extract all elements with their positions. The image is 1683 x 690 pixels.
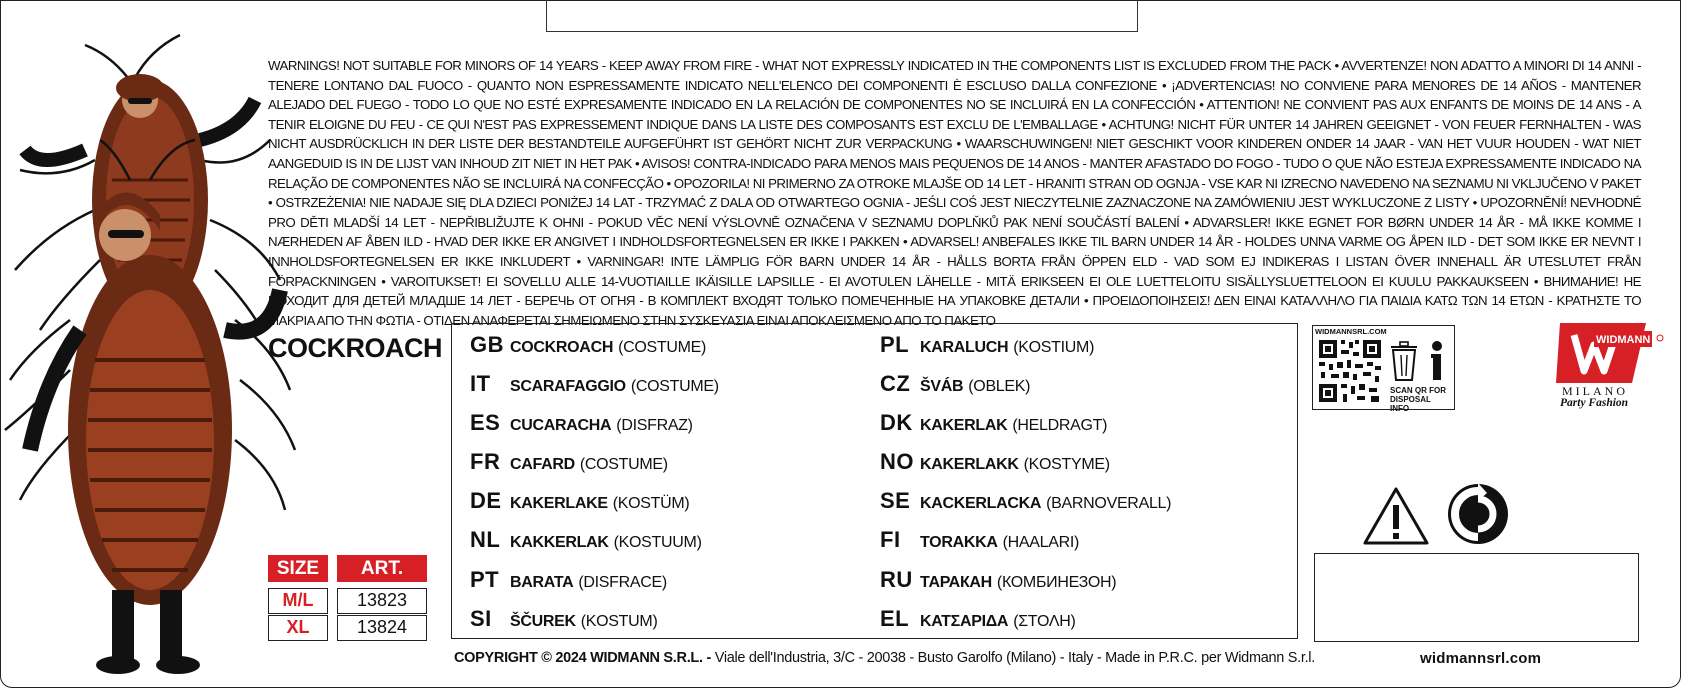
product-title: COCKROACH (268, 333, 442, 363)
costume-kind: (OBLEK) (968, 378, 1031, 395)
language-code: ES (470, 410, 501, 435)
language-code: FI (880, 527, 901, 552)
costume-kind: (KOSTUM) (580, 613, 658, 630)
costume-kind: (BARNOVERALL) (1046, 495, 1172, 512)
costume-name: CAFARD (510, 456, 575, 473)
language-code: DK (880, 410, 913, 435)
copyright-bold: COPYRIGHT © 2024 WIDMANN S.R.L. - (454, 650, 711, 666)
warnings-text: WARNINGS! NOT SUITABLE FOR MINORS OF 14 YEARS - KEEP AWAY FROM FIRE - WHAT NOT EXPRESSLY INDICATED IN THE COMPONENTS LIST IS EXCLUDED FROM THE PACK • AVVERTENZE! NON ADATTO A MINORI DI 14 ANNI - TENERE LONTANO DAL FUOCO - QUANTO NON ESPRESSAMENTE INDICATO NELL'ELENCO DEI COMPONENTI È ESCLUSO DALLA CONFEZIONE • ¡ADVERTENCIAS! NO CONVIENE PARA MENORES DE 14 AÑOS - MANTENER ALEJADO DEL FUEGO - TODO LO QUE NO ESTÉ EXPRESAMENTE INDICADO EN LA RELACIÓN DE COMPONENTES NO SE INCLUIRÁ EN LA CONFECCIÓN • ATTENTION! NE CONVIENT PAS AUX ENFANTS DE MOINS DE 14 ANS - A TENIR ELOIGNE DU FEU - CE QUI N'EST PAS EXPRESSEMENT INDIQUE DANS LA LISTE DES COMPOSANTS EST EXCLU DE L'EMBALLAGE • ACHTUNG! NICHT FÜR UNTER 14 JAHREN GEEIGNET - VON FEUER FERNHALTEN - WAS NICHT AUSDRÜCKLICH IN DER LISTE DER BESTANDTEILE AUFGEFÜHRT IST GEHÖRT NICHT ZUR VERPACKUNG • WAARSCHUWINGEN! NIET GESCHIKT VOOR KINDEREN ONDER 14 JAAR - VAN HET VUUR HOUDEN - WAT NIET AANGEDUID IS IN DE LIJST VAN INHOUD ZIT NIET IN HET PAK • AVISOS! CONTRA-INDICADO PARA MENOS MAIS PEQUENOS DE 14 ANOS - MANTER AFASTADO DO FOGO - TUDO O QUE NÃO ESTEJA EXPRESSAMENTE INDICADO NA RELAÇÃO DE COMPONENTES NÃO SE INCLUIRÁ NA CONFECÇÃO • OPOZORILA! NI PRIMERNO ZA OTROKE MLAJŠE OD 14 LET - HRANITI STRAN OD OGNJA - VSE KAR NI IZRECNO NAVEDENO NA SEZNAMU NI VKLJUČENO V PAKET • OSTRZEŻENIA! NIE NADAJE SIĘ DLA DZIECI PONIŻEJ 14 LAT - TRZYMAĆ Z DALA OD OTWARTEGO OGNIA - JEŚLI COŚ JEST NIECZYTELNIE ZAZNACZONE NA ZAMÓWIENIU JEST WYKLUCZONE Z LISTY • UPOZORNĚNÍ! NEVHODNÉ PRO DĚTI MLADŠÍ 14 LET - NEPŘIBLIŽUJTE K OHNI - POKUD VĚC NENÍ VÝSLOVNĚ OZNAČENA V SEZNAMU DOPLŇKŮ PAK NENÍ SOUČÁSTÍ BALENÍ • ADVARSLER! IKKE EGNET FOR BØRN UNDER 14 ÅR - MÅ IKKE KOMME I NÆRHEDEN AF ÅBEN ILD - HVAD DER IKKE ER ANGIVET I INDHOLDSFORTEGNELSEN ER IKKE I PAKKEN • ADVARSEL! ANBEFALES IKKE TIL BARN UNDER 14 ÅR - HOLDES UNNA VARME OG ÅPEN ILD - DET SOM IKKE ER NEVNT I INNHOLDSFORTEGNELSEN ER IKKE INKLUDERT • VARNINGAR! INTE LÄMPLIG FÖR BARN UNDER 14 ÅR - HÅLLS BORTA FRÅN ÖPPEN ELD - VAD SOM EJ INDIKERAS I LISTAN ÖVER INNEHALL ÄR UTESLUTET FRÅN FÖRPACKNINGEN • VAROITUKSET! EI SOVELLU ALLE 14-VUOTIAILLE IKÄISILLE LAPSILLE - EI AVOTULEN LÄHELLE - MITÄ ERIKSEEN EI OLE LUETTELOITU SISÄLLYSLUETTELOON EI KUULU PAKKAUKSEEN • ВНИМАНИЕ! НЕ ПОХОДИТ ДЛЯ ДЕТЕЙ МЛАДШЕ 14 ЛЕТ - БЕРЕЧЬ ОТ ОГНЯ - В КОМПЛЕКТ ВХОДЯТ ТОЛЬКО ПОМЕЧЕННЫЕ НА УПАКОВКЕ ДЕТАЛИ • ΠΡΟΕΙΔΟΠΟΙΗΣΕΙΣ! ΔΕΝ ΕΙΝΑΙ ΚΑΤΑΛΛΗΛΟ ΓΙΑ ΠΑΙΔΙΑ ΚΑΤΩ ΤΩΝ 14 ΕΤΩΝ - ΚΡΑΤΗΣΤΕ ΤΟ ΜΑΚΡΙΑ ΑΠΟ ΤΗΝ ΦΩΤΙΑ - ΟΤΙΔΕΝ ΑΝΑΦΕΡΕΤΑΙ ΣΗΜΕΙΩΜΕΝΟ ΣΤΗΝ ΣΥΣΚΕΥΑΣΙΑ ΕΙΝΑΙ ΑΠΟΚΛΕΙΣΜΕΝΟ ΑΠΟ ΤΟ ΠΑΚΕΤΟ (268, 58, 1641, 328)
list-item (880, 371, 1030, 397)
costume-kind: (KOSTUUM) (613, 534, 702, 551)
costume-kind: (HELDRAGT) (1012, 417, 1108, 434)
list-item (880, 410, 1107, 436)
costume-name: KACKERLACKA (920, 495, 1042, 512)
language-code: DE (470, 488, 502, 513)
warning-triangle-icon (1361, 485, 1431, 547)
costume-kind: (ΣΤΟΛΗ) (1013, 613, 1076, 630)
list-item (880, 332, 1094, 358)
costume-name: CUCARACHA (510, 417, 612, 434)
costume-name: SCARAFAGGIO (510, 378, 626, 395)
language-code: CZ (880, 371, 911, 396)
language-code: RU (880, 567, 913, 592)
list-item (880, 488, 1171, 514)
copyright-address: Viale dell'Industria, 3/C - 20038 - Busto Garolfo (Milano) - Italy - Made in P.R.C. per Widmann S.r.l. (710, 650, 1315, 666)
list-item (470, 449, 668, 475)
costume-kind: (KOSTYME) (1023, 456, 1110, 473)
brand-tagline: Party Fashion (1560, 397, 1629, 409)
size-header: SIZE (268, 555, 328, 582)
language-code: PT (470, 567, 500, 592)
costume-name: ŠVÁB (920, 378, 964, 395)
language-code: IT (470, 371, 491, 396)
list-item (470, 332, 706, 358)
language-code: SE (880, 488, 911, 513)
language-code: SI (470, 606, 492, 631)
copyright-line (454, 650, 1315, 666)
list-item (470, 410, 693, 436)
language-code: NL (470, 527, 501, 552)
sunglasses-icon (108, 230, 144, 238)
disposal-info-icon (1389, 336, 1451, 384)
top-empty-box (546, 0, 1138, 32)
green-dot-recycle-icon (1447, 483, 1509, 545)
list-item (880, 606, 1076, 632)
costume-name: KAKERLAK (920, 417, 1008, 434)
language-code: NO (880, 449, 914, 474)
list-item (470, 527, 702, 553)
language-code: FR (470, 449, 501, 474)
costume-name: COCKROACH (510, 339, 614, 356)
art-value: 13824 (337, 615, 427, 641)
art-header: ART. (337, 555, 427, 582)
list-item (470, 371, 719, 397)
costume-kind: (HAALARI) (1002, 534, 1080, 551)
language-code: GB (470, 332, 504, 357)
costume-name: KAKKERLAK (510, 534, 609, 551)
translations-box (451, 323, 1298, 639)
costume-name: TORAKKA (920, 534, 998, 551)
costume-kind: (КОМБИНЕЗОН) (996, 574, 1117, 591)
website-link: widmannsrl.com (1420, 650, 1542, 667)
costume-name: ΚΑΤΣΑΡΙΔΑ (920, 613, 1009, 630)
costume-name: ŠČUREK (510, 613, 576, 630)
list-item (470, 567, 667, 593)
brand-city: MILANO (1562, 384, 1628, 398)
costume-name: KAKERLAKK (920, 456, 1019, 473)
qr-scan-text: SCAN QR FOR DISPOSAL INFO (1390, 386, 1446, 413)
size-value: XL (268, 615, 328, 641)
brand-badge-text: WIDMANN (1596, 334, 1651, 346)
costume-name: KARALUCH (920, 339, 1009, 356)
costume-kind: (KOSTIUM) (1013, 339, 1095, 356)
cockroach-costume-illustration (0, 30, 300, 680)
costume-name: BARATA (510, 574, 574, 591)
costume-kind: (DISFRACE) (578, 574, 667, 591)
costume-name: ТАРАКАН (920, 574, 992, 591)
list-item (470, 488, 689, 514)
size-value: M/L (268, 588, 328, 614)
costume-kind: (COSTUME) (630, 378, 719, 395)
qr-site-label: WIDMANNSRL.COM (1315, 327, 1387, 336)
list-item (880, 567, 1116, 593)
bottom-empty-box (1314, 553, 1639, 642)
art-value: 13823 (337, 588, 427, 614)
costume-kind: (DISFRAZ) (616, 417, 693, 434)
list-item (880, 527, 1079, 553)
costume-kind: (COSTUME) (579, 456, 668, 473)
costume-kind: (KOSTÜM) (612, 495, 690, 512)
list-item (470, 606, 657, 632)
qr-code-icon (1317, 338, 1383, 404)
list-item (880, 449, 1110, 475)
costume-name: KAKERLAKE (510, 495, 608, 512)
costume-kind: (COSTUME) (618, 339, 707, 356)
language-code: PL (880, 332, 910, 357)
language-code: EL (880, 606, 910, 631)
qr-disposal-box (1312, 325, 1455, 413)
